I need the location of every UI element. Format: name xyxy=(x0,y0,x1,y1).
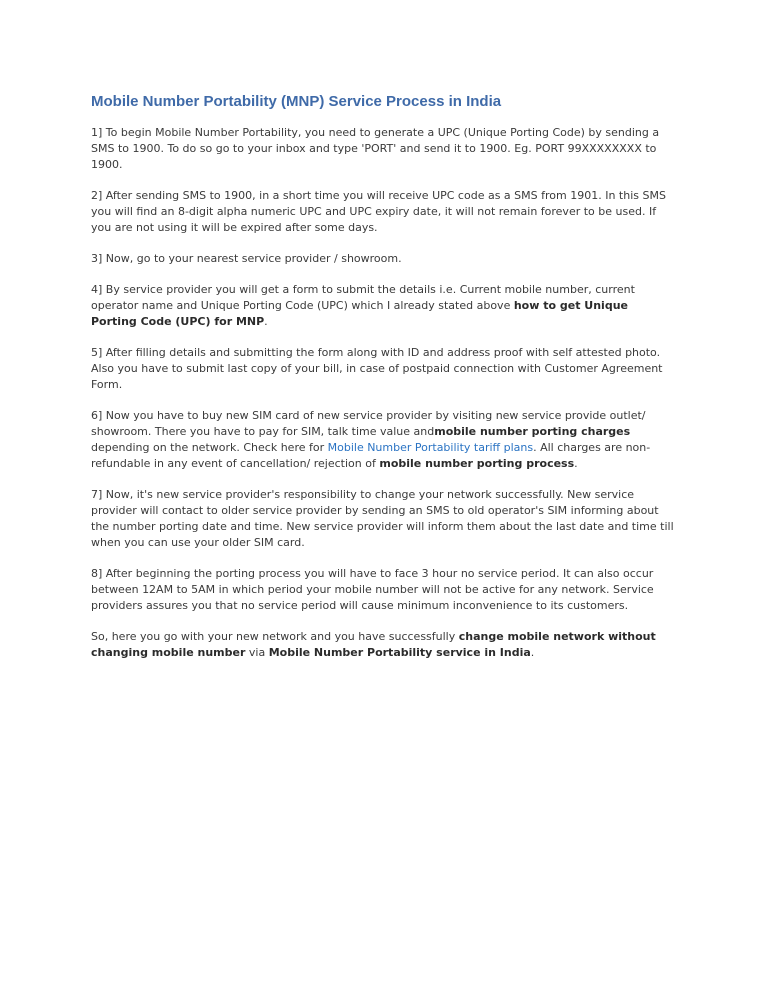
paragraph-step-6 xyxy=(91,408,677,472)
paragraph-text: depending on the network. Check here for xyxy=(91,441,328,454)
paragraph-text: 3] Now, go to your nearest service provider / showroom. xyxy=(91,252,402,265)
paragraph-text: 1] To begin Mobile Number Portability, you need to generate a UPC (Unique Porting Code) by sending a SMS to 1900. To do so go to your inbox and type 'PORT' and send it to 1900. Eg. PORT 99XXXXXXXX to 1900. xyxy=(91,126,660,171)
paragraph-text: . xyxy=(530,646,535,659)
bold-phrase: mobile number porting process xyxy=(379,457,575,470)
paragraph-step-4 xyxy=(91,282,677,330)
paragraph-step-5 xyxy=(91,345,677,393)
paragraph-step-1 xyxy=(91,125,677,173)
paragraph-text: via xyxy=(245,646,269,659)
paragraph-text: 5] After filling details and submitting the form along with ID and address proof with self attested photo. Also you have to submit last copy of your bill, in case of postpaid connection with Customer Agreement Form. xyxy=(91,346,663,391)
bold-phrase: how to get Unique Porting Code (UPC) for MNP xyxy=(91,299,628,328)
bold-phrase: change mobile network without changing mobile number xyxy=(91,630,656,659)
paragraph-text: 2] After sending SMS to 1900, in a short time you will receive UPC code as a SMS from 1901. In this SMS you will find an 8-digit alpha numeric UPC and UPC expiry date, it will not remain forever to be used. If you are not using it will be expired after some days. xyxy=(91,189,666,234)
paragraph-text: 4] By service provider you will get a form to submit the details i.e. Current mobile number, current operator name and Unique Porting Code (UPC) which I already stated above xyxy=(91,283,635,312)
tariff-plans-link[interactable]: Mobile Number Portability tariff plans xyxy=(327,441,534,454)
paragraph-conclusion xyxy=(91,629,677,661)
paragraph-text: So, here you go with your new network and you have successfully xyxy=(91,630,459,643)
bold-phrase: mobile number porting charges xyxy=(434,425,631,438)
paragraph-step-8 xyxy=(91,566,677,614)
paragraph-text: . xyxy=(574,457,578,470)
paragraph-step-7 xyxy=(91,487,677,551)
paragraph-text: . xyxy=(264,315,268,328)
paragraph-step-3 xyxy=(91,251,677,267)
paragraph-text: 6] Now you have to buy new SIM card of new service provider by visiting new service provide outlet/ showroom. There you have to pay for SIM, talk time value and xyxy=(91,409,646,438)
document-page xyxy=(91,92,677,676)
page-title: Mobile Number Portability (MNP) Service Process in India xyxy=(91,93,502,110)
paragraph-text: . All charges are non-refundable in any event of cancellation/ rejection of xyxy=(91,441,651,470)
paragraph-step-2 xyxy=(91,188,677,236)
paragraph-text: 8] After beginning the porting process you will have to face 3 hour no service period. It can also occur between 12AM to 5AM in which period your mobile number will not be active for any network. Service providers assures you that no service period will cause minimum inconvenience to its customers. xyxy=(91,567,654,612)
paragraph-text: 7] Now, it's new service provider's responsibility to change your network successfully. New service provider will contact to older service provider by sending an SMS to old operator's SIM informing about the number porting date and time. New service provider will inform them about the last date and time till when you can use your older SIM card. xyxy=(91,488,674,549)
bold-phrase: Mobile Number Portability service in India xyxy=(268,646,531,659)
